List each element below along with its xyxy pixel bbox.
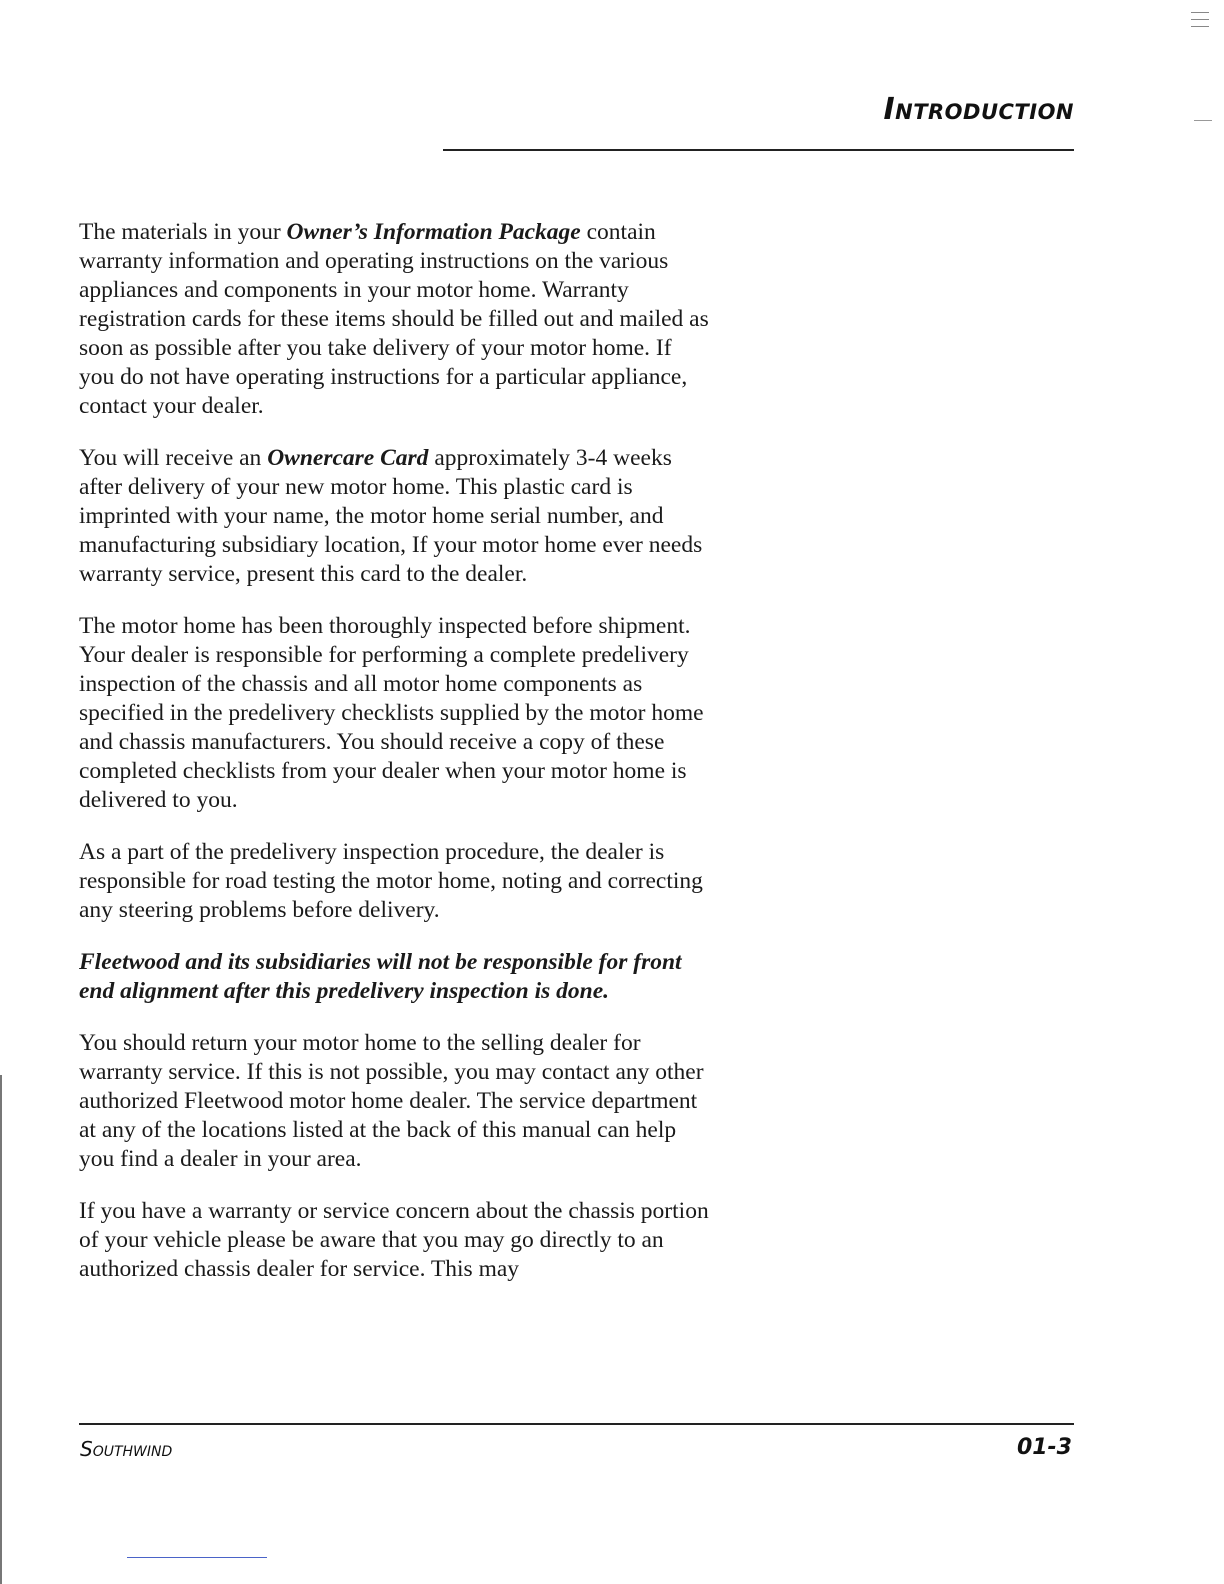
paragraph-text: You will receive an: [79, 445, 268, 471]
paragraph-text: The materials in your: [79, 219, 287, 245]
emphasized-term: Owner’s Information Package: [286, 219, 581, 245]
page-title: Introduction: [883, 92, 1074, 127]
header-rule: [443, 149, 1074, 151]
body-text: [79, 218, 709, 1307]
footer-rule: [79, 1423, 1074, 1425]
paragraph-ownercare-card: [79, 444, 709, 589]
paragraph-alignment-notice: Fleetwood and its subsidiaries will not be responsible for front end alignment after this predelivery inspection is done.: [79, 949, 682, 1004]
paragraph-text: approximately 3-4 weeks after delivery of your new motor home. This plastic card is imprinted with your name, the motor home serial number, and manufacturing subsidiary location, If your motor home ever needs warranty service, present this card to the dealer.: [79, 445, 703, 587]
page-number: 01-3: [1016, 1435, 1072, 1460]
paragraph-owner-package: [79, 218, 709, 421]
paragraph-inspection: The motor home has been thoroughly inspected before shipment. Your dealer is responsible for performing a complete predelivery inspection of the chassis and all motor home components as specified in the predelivery checklists supplied by the motor home and chassis manufacturers. You should receive a copy of these completed checklists from your dealer when your motor home is delivered to you.: [79, 613, 704, 813]
paragraph-road-testing: As a part of the predelivery inspection procedure, the dealer is responsible for road testing the motor home, noting and correcting any steering problems before delivery.: [79, 839, 703, 923]
scan-mark: [1191, 12, 1209, 42]
paragraph-warranty-service: You should return your motor home to the selling dealer for warranty service. If this is not possible, you may contact any other authorized Fleetwood motor home dealer. The service department at any of the locations listed at the back of this manual can help you find a dealer in your area.: [79, 1030, 704, 1172]
paragraph-text: contain warranty information and operating instructions on the various appliances and components in your motor home. Warranty registration cards for these items should be filled out and mailed as soon as possible after you take delivery of your motor home. If you do not have operating instructions for a particular appliance, contact your dealer.: [79, 219, 709, 419]
paragraph-chassis-concern: If you have a warranty or service concern about the chassis portion of your vehicle please be aware that you may go directly to an authorized chassis dealer for service. This may: [79, 1198, 709, 1282]
scan-tick: [1194, 120, 1212, 121]
scan-blue-line: [127, 1557, 267, 1558]
footer-brand: Southwind: [80, 1437, 173, 1461]
emphasized-term: Ownercare Card: [267, 445, 429, 471]
scan-margin-line: [0, 1075, 2, 1584]
